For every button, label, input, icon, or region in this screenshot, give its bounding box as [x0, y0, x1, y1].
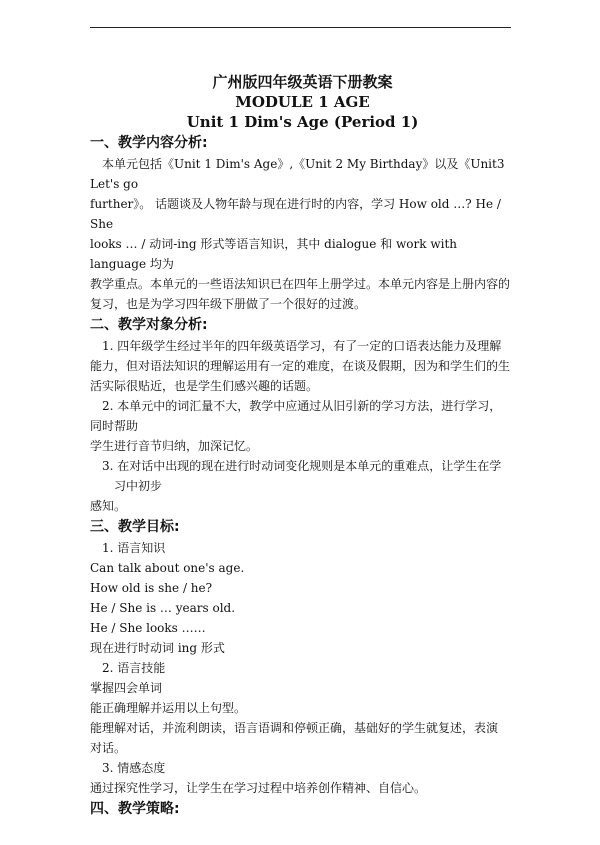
paragraph-line: further》。 话题谈及人物年龄与现在进行时的内容，学习 How old …? He / She — [90, 197, 501, 231]
paragraph-line: 能正确理解并运用以上句型。 — [90, 701, 247, 715]
document-body — [90, 72, 515, 820]
paragraph-line: looks … / 动词-ing 形式等语言知识，其中 dialogue 和 work with language 均为 — [90, 237, 457, 271]
objective-subheading: 3. 情感态度 — [102, 761, 166, 775]
header-rule — [90, 27, 511, 28]
paragraph-line: How old is she / he? — [90, 581, 213, 595]
paragraph-line: 能力，但对语法知识的理解运用有一定的难度，在谈及假期，因为和学生们的生 — [90, 359, 511, 373]
section-heading-audience-analysis: 二、教学对象分析: — [90, 317, 208, 333]
paragraph-line: 3. 在对话中出现的现在进行时动词变化规则是本单元的重难点，让学生在学 — [102, 459, 502, 473]
paragraph-line: 2. 本单元中的词汇量不大，教学中应通过从旧引新的学习方法，进行学习， — [102, 399, 502, 413]
section-heading-strategies: 四、教学策略: — [90, 801, 180, 817]
paragraph-line: He / She looks …… — [90, 621, 206, 635]
paragraph-line: 同时帮助 — [90, 419, 139, 433]
paragraph-line: 复习，也是为学习四年级下册做了一个很好的过渡。 — [90, 297, 367, 311]
unit-title: Unit 1 Dim's Age (Period 1) — [186, 113, 419, 131]
paragraph-line: 现在进行时动词 ing 形式 — [90, 641, 225, 655]
doc-title: 广州版四年级英语下册教案 — [212, 73, 393, 91]
paragraph-line: 学生进行音节归纳，加深记忆。 — [90, 439, 259, 453]
paragraph-line: 活实际很贴近，也是学生们感兴趣的话题。 — [90, 379, 319, 393]
paragraph-line: 通过探究性学习，让学生在学习过程中培养创作精神、自信心。 — [90, 781, 427, 795]
module-title: MODULE 1 AGE — [235, 93, 370, 111]
paragraph-line: 本单元包括《Unit 1 Dim's Age》,《Unit 2 My Birthday》以及《Unit3 Let's go — [90, 157, 505, 191]
paragraph-line: 教学重点。本单元的一些语法知识已在四年上册学过。本单元内容是上册内容的 — [90, 277, 511, 291]
objective-subheading: 1. 语言知识 — [102, 541, 166, 555]
paragraph-line: 习中初步 — [114, 479, 163, 493]
section-heading-content-analysis: 一、教学内容分析: — [90, 135, 208, 151]
paragraph-line: Can talk about one's age. — [90, 561, 245, 575]
paragraph-line: 对话。 — [90, 741, 127, 755]
paragraph-line: 1. 四年级学生经过半年的四年级英语学习，有了一定的口语表达能力及理解 — [102, 339, 502, 353]
paragraph-line: 掌握四会单词 — [90, 681, 163, 695]
paragraph-line: 感知。 — [90, 499, 127, 513]
section-heading-objectives: 三、教学目标: — [90, 519, 180, 535]
objective-subheading: 2. 语言技能 — [102, 661, 166, 675]
paragraph-line: 能理解对话，并流利朗读，语言语调和停顿正确，基础好的学生就复述，表演 — [90, 721, 499, 735]
paragraph-line: He / She is … years old. — [90, 601, 236, 615]
